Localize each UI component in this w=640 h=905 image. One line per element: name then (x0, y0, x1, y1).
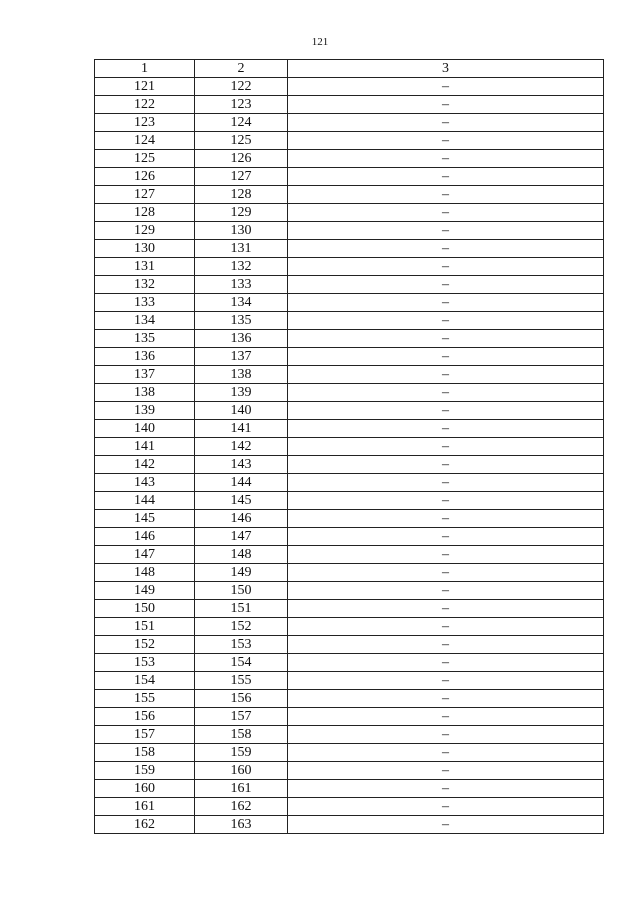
table-cell-col-1: 128 (95, 204, 195, 222)
table-cell-col-2: 122 (195, 78, 288, 96)
table-cell-col-2: 147 (195, 528, 288, 546)
table-cell-col-3: – (288, 726, 604, 744)
table-row (95, 528, 604, 546)
table-row (95, 474, 604, 492)
table-body (95, 78, 604, 834)
table-cell-col-1: 158 (95, 744, 195, 762)
table-cell-col-3: – (288, 528, 604, 546)
table-cell-col-3: – (288, 690, 604, 708)
table-cell-col-2: 162 (195, 798, 288, 816)
table-cell-col-2: 145 (195, 492, 288, 510)
table-cell-col-2: 143 (195, 456, 288, 474)
table-row (95, 78, 604, 96)
table-cell-col-2: 150 (195, 582, 288, 600)
table-cell-col-3: – (288, 564, 604, 582)
column-header-2: 2 (195, 60, 288, 78)
table-row (95, 150, 604, 168)
table-row (95, 564, 604, 582)
table-cell-col-2: 136 (195, 330, 288, 348)
table-cell-col-3: – (288, 330, 604, 348)
table-cell-col-1: 155 (95, 690, 195, 708)
table-cell-col-3: – (288, 456, 604, 474)
table-cell-col-3: – (288, 240, 604, 258)
table-row (95, 204, 604, 222)
table-cell-col-3: – (288, 78, 604, 96)
table-cell-col-2: 158 (195, 726, 288, 744)
table-cell-col-2: 134 (195, 294, 288, 312)
table-row (95, 114, 604, 132)
table-header-row (95, 60, 604, 78)
table-row (95, 258, 604, 276)
table-row (95, 186, 604, 204)
table-cell-col-1: 154 (95, 672, 195, 690)
table-row (95, 762, 604, 780)
table-cell-col-3: – (288, 258, 604, 276)
table-cell-col-1: 143 (95, 474, 195, 492)
table-cell-col-1: 152 (95, 636, 195, 654)
table-cell-col-1: 131 (95, 258, 195, 276)
table-cell-col-2: 160 (195, 762, 288, 780)
table-cell-col-1: 136 (95, 348, 195, 366)
table-row (95, 168, 604, 186)
page-number: 121 (311, 36, 329, 48)
table-row (95, 438, 604, 456)
table-row (95, 330, 604, 348)
table-cell-col-3: – (288, 150, 604, 168)
table-cell-col-1: 156 (95, 708, 195, 726)
table-cell-col-2: 123 (195, 96, 288, 114)
table-row (95, 582, 604, 600)
table-cell-col-3: – (288, 384, 604, 402)
table-row (95, 672, 604, 690)
table-cell-col-3: – (288, 762, 604, 780)
table-cell-col-2: 154 (195, 654, 288, 672)
table-cell-col-2: 155 (195, 672, 288, 690)
table-cell-col-2: 140 (195, 402, 288, 420)
table-cell-col-3: – (288, 600, 604, 618)
table-cell-col-1: 130 (95, 240, 195, 258)
table-row (95, 456, 604, 474)
table-cell-col-3: – (288, 132, 604, 150)
table-cell-col-2: 125 (195, 132, 288, 150)
table-row (95, 726, 604, 744)
table-row (95, 636, 604, 654)
table-row (95, 96, 604, 114)
table-row (95, 618, 604, 636)
table-row (95, 312, 604, 330)
table-cell-col-2: 161 (195, 780, 288, 798)
table-cell-col-1: 151 (95, 618, 195, 636)
table-cell-col-2: 157 (195, 708, 288, 726)
table-cell-col-1: 124 (95, 132, 195, 150)
table-cell-col-2: 133 (195, 276, 288, 294)
table-row (95, 510, 604, 528)
table-row (95, 276, 604, 294)
table-cell-col-1: 161 (95, 798, 195, 816)
table-cell-col-3: – (288, 420, 604, 438)
table-cell-col-2: 146 (195, 510, 288, 528)
table-cell-col-1: 146 (95, 528, 195, 546)
table-row (95, 240, 604, 258)
table-cell-col-3: – (288, 168, 604, 186)
table-cell-col-2: 152 (195, 618, 288, 636)
table-cell-col-3: – (288, 312, 604, 330)
table-cell-col-2: 148 (195, 546, 288, 564)
table-cell-col-1: 125 (95, 150, 195, 168)
table-cell-col-3: – (288, 582, 604, 600)
table-cell-col-1: 132 (95, 276, 195, 294)
table-cell-col-1: 153 (95, 654, 195, 672)
table-cell-col-3: – (288, 276, 604, 294)
table-cell-col-3: – (288, 438, 604, 456)
table-row (95, 708, 604, 726)
table-cell-col-1: 126 (95, 168, 195, 186)
table-cell-col-1: 141 (95, 438, 195, 456)
table-cell-col-3: – (288, 546, 604, 564)
table-cell-col-2: 142 (195, 438, 288, 456)
table-cell-col-3: – (288, 474, 604, 492)
table-cell-col-1: 127 (95, 186, 195, 204)
table-cell-col-2: 153 (195, 636, 288, 654)
table-cell-col-3: – (288, 96, 604, 114)
table-cell-col-3: – (288, 114, 604, 132)
table-cell-col-3: – (288, 672, 604, 690)
table-cell-col-2: 156 (195, 690, 288, 708)
table-cell-col-2: 135 (195, 312, 288, 330)
table-row (95, 690, 604, 708)
table-cell-col-2: 130 (195, 222, 288, 240)
table-cell-col-2: 126 (195, 150, 288, 168)
table-cell-col-3: – (288, 294, 604, 312)
table-cell-col-2: 144 (195, 474, 288, 492)
table-row (95, 294, 604, 312)
table-cell-col-1: 122 (95, 96, 195, 114)
table-cell-col-2: 138 (195, 366, 288, 384)
table-cell-col-3: – (288, 816, 604, 834)
table-cell-col-3: – (288, 510, 604, 528)
column-header-3: 3 (288, 60, 604, 78)
table-row (95, 492, 604, 510)
table-cell-col-2: 139 (195, 384, 288, 402)
table-cell-col-3: – (288, 492, 604, 510)
table-cell-col-3: – (288, 618, 604, 636)
table-cell-col-2: 127 (195, 168, 288, 186)
table-cell-col-3: – (288, 636, 604, 654)
table-cell-col-3: – (288, 744, 604, 762)
table-cell-col-3: – (288, 366, 604, 384)
table-cell-col-1: 121 (95, 78, 195, 96)
table-cell-col-2: 149 (195, 564, 288, 582)
table-cell-col-1: 129 (95, 222, 195, 240)
table-row (95, 366, 604, 384)
table-row (95, 600, 604, 618)
table-cell-col-2: 159 (195, 744, 288, 762)
table-cell-col-1: 148 (95, 564, 195, 582)
table-cell-col-3: – (288, 780, 604, 798)
table-cell-col-1: 159 (95, 762, 195, 780)
table-cell-col-1: 140 (95, 420, 195, 438)
table-cell-col-3: – (288, 402, 604, 420)
table-row (95, 546, 604, 564)
table-row (95, 222, 604, 240)
table-cell-col-2: 129 (195, 204, 288, 222)
table-cell-col-1: 157 (95, 726, 195, 744)
table-cell-col-1: 144 (95, 492, 195, 510)
table-cell-col-2: 137 (195, 348, 288, 366)
table-cell-col-1: 150 (95, 600, 195, 618)
table-row (95, 348, 604, 366)
table-row (95, 420, 604, 438)
table-cell-col-2: 141 (195, 420, 288, 438)
table-cell-col-3: – (288, 798, 604, 816)
table-cell-col-3: – (288, 204, 604, 222)
table-cell-col-1: 147 (95, 546, 195, 564)
table-cell-col-3: – (288, 708, 604, 726)
table-row (95, 816, 604, 834)
table-cell-col-2: 132 (195, 258, 288, 276)
table-cell-col-2: 131 (195, 240, 288, 258)
table-cell-col-2: 163 (195, 816, 288, 834)
table-row (95, 132, 604, 150)
table-cell-col-2: 128 (195, 186, 288, 204)
table-cell-col-2: 124 (195, 114, 288, 132)
table-cell-col-1: 160 (95, 780, 195, 798)
table-row (95, 780, 604, 798)
data-table (94, 59, 604, 834)
table-cell-col-2: 151 (195, 600, 288, 618)
table-cell-col-1: 139 (95, 402, 195, 420)
table-cell-col-3: – (288, 186, 604, 204)
table-row (95, 402, 604, 420)
table-row (95, 654, 604, 672)
table-cell-col-1: 134 (95, 312, 195, 330)
table-cell-col-1: 137 (95, 366, 195, 384)
table-cell-col-1: 149 (95, 582, 195, 600)
table-cell-col-1: 123 (95, 114, 195, 132)
table-cell-col-3: – (288, 222, 604, 240)
table-cell-col-1: 142 (95, 456, 195, 474)
table-cell-col-1: 133 (95, 294, 195, 312)
table-cell-col-1: 145 (95, 510, 195, 528)
table-cell-col-1: 138 (95, 384, 195, 402)
table-row (95, 744, 604, 762)
table-row (95, 384, 604, 402)
table-cell-col-3: – (288, 654, 604, 672)
table-cell-col-1: 162 (95, 816, 195, 834)
table-cell-col-3: – (288, 348, 604, 366)
table-cell-col-1: 135 (95, 330, 195, 348)
table-row (95, 798, 604, 816)
column-header-1: 1 (95, 60, 195, 78)
